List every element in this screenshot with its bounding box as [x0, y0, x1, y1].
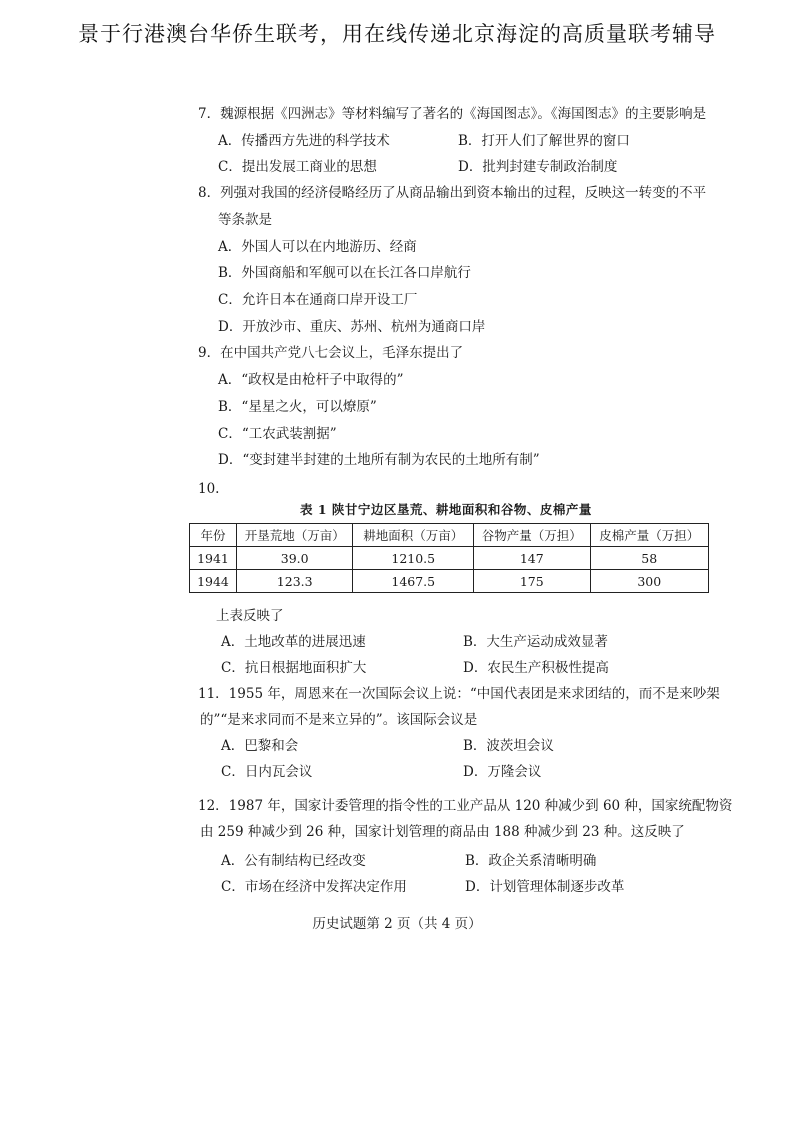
- table-cell: 1467.5: [353, 570, 474, 593]
- table-cell: 1941: [190, 547, 237, 570]
- table-cell: 123.3: [236, 570, 353, 593]
- table-header-cell: 耕地面积（万亩）: [353, 524, 474, 547]
- q10-option-c: C．抗日根据地面积扩大: [221, 660, 367, 676]
- table-cell: 1944: [190, 570, 237, 593]
- q12-stem-line1: 12．1987 年，国家计委管理的指令性的工业产品从 120 种减少到 60 种，国家统配物资: [198, 798, 733, 814]
- q11-stem-line1: 11．1955 年，周恩来在一次国际会议上说：“中国代表团是来求团结的，而不是来吵架: [198, 686, 720, 702]
- q7-stem: 7．魏源根据《四洲志》等材料编写了著名的《海国图志》。《海国图志》的主要影响是: [198, 106, 707, 122]
- q11-option-b: B．波茨坦会议: [463, 738, 554, 754]
- table-cell: 300: [590, 570, 709, 593]
- q7-option-c: C．提出发展工商业的思想: [218, 159, 377, 175]
- q10-option-b: B．大生产运动成效显著: [463, 634, 608, 650]
- q12-stem-line2: 由 259 种减少到 26 种，国家计划管理的商品由 188 种减少到 23 种。这反映了: [200, 824, 685, 840]
- table-cell: 175: [474, 570, 590, 593]
- q8-option-c: C．允许日本在通商口岸开设工厂: [218, 292, 418, 308]
- table-cell: 58: [590, 547, 709, 570]
- data-table: [189, 523, 709, 593]
- q9-option-d: D．“变封建半封建的土地所有制为农民的土地所有制”: [218, 452, 540, 468]
- table-cell: 147: [474, 547, 590, 570]
- table-header-cell: 开垦荒地（万亩）: [236, 524, 353, 547]
- q10-stem: 上表反映了: [216, 608, 284, 624]
- q8-option-b: B．外国商船和军舰可以在长江各口岸航行: [218, 265, 471, 281]
- table-header-cell: 年份: [190, 524, 237, 547]
- page-footer: 历史试题第 2 页（共 4 页）: [312, 916, 482, 932]
- q9-option-b: B．“星星之火，可以燎原”: [218, 399, 377, 415]
- q8-stem-line2: 等条款是: [218, 212, 272, 228]
- q8-option-a: A．外国人可以在内地游历、经商: [218, 239, 417, 255]
- table-cell: 1210.5: [353, 547, 474, 570]
- q7-option-a: A．传播西方先进的科学技术: [218, 133, 390, 149]
- q11-stem-line2: 的”“是来求同而不是来立异的”。该国际会议是: [200, 712, 478, 728]
- q12-option-d: D．计划管理体制逐步改革: [465, 879, 625, 895]
- table-row: [190, 547, 709, 570]
- table-header-cell: 谷物产量（万担）: [474, 524, 590, 547]
- q12-option-c: C．市场在经济中发挥决定作用: [221, 879, 407, 895]
- q11-option-a: A．巴黎和会: [221, 738, 299, 754]
- table-caption: 表 1 陕甘宁边区垦荒、耕地面积和谷物、皮棉产量: [300, 502, 592, 517]
- q7-option-d: D．批判封建专制政治制度: [458, 159, 618, 175]
- q12-option-b: B．政企关系清晰明确: [465, 853, 597, 869]
- table-cell: 39.0: [236, 547, 353, 570]
- q11-option-d: D．万隆会议: [463, 764, 542, 780]
- q11-option-c: C．日内瓦会议: [221, 764, 313, 780]
- q9-stem: 9．在中国共产党八七会议上，毛泽东提出了: [198, 345, 464, 361]
- q9-option-c: C．“工农武装割据”: [218, 426, 337, 442]
- q12-option-a: A．公有制结构已经改变: [221, 853, 366, 869]
- banner-text: 景于行港澳台华侨生联考，用在线传递北京海淀的高质量联考辅导: [78, 22, 716, 46]
- q10-number: 10.: [198, 481, 220, 497]
- q7-option-b: B．打开人们了解世界的窗口: [458, 133, 630, 149]
- q8-option-d: D．开放沙市、重庆、苏州、杭州为通商口岸: [218, 319, 486, 335]
- q10-option-a: A．土地改革的进展迅速: [221, 634, 366, 650]
- table-row: [190, 570, 709, 593]
- table-header-cell: 皮棉产量（万担）: [590, 524, 709, 547]
- table-header-row: [190, 524, 709, 547]
- q9-option-a: A．“政权是由枪杆子中取得的”: [218, 372, 404, 388]
- q10-option-d: D．农民生产积极性提高: [463, 660, 609, 676]
- q8-stem-line1: 8．列强对我国的经济侵略经历了从商品输出到资本输出的过程，反映这一转变的不平: [198, 185, 707, 201]
